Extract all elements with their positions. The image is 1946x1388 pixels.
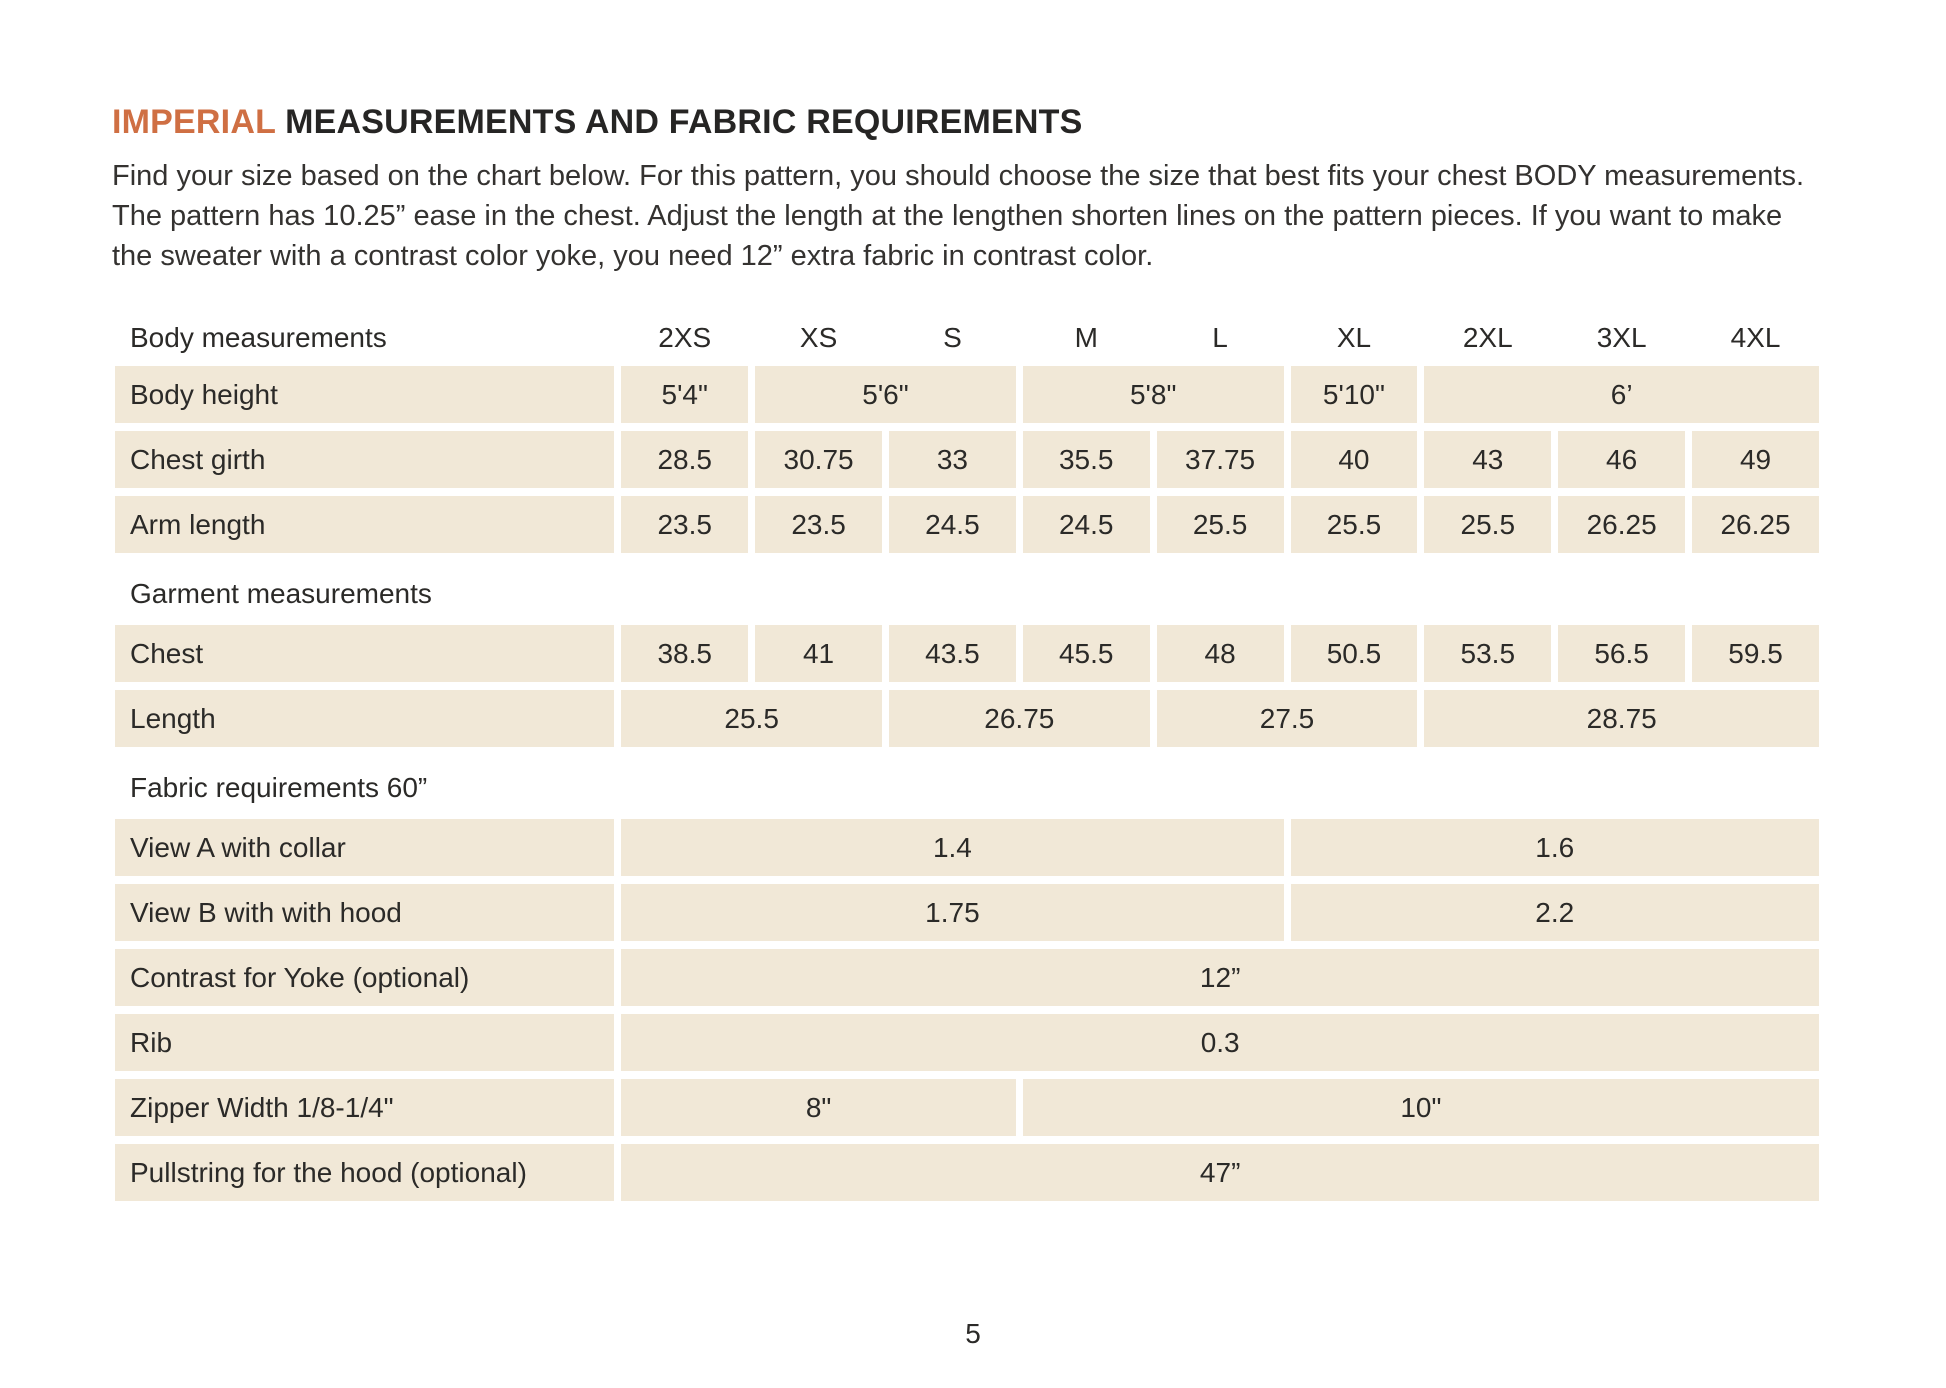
section-header: Garment measurements (130, 578, 432, 610)
measurements-table (108, 310, 1826, 1209)
row-label: Chest (115, 625, 614, 682)
row-label: Arm length (115, 496, 614, 553)
row-label: View B with with hood (115, 884, 614, 941)
table-row (115, 1079, 1819, 1136)
table-row (115, 561, 1819, 617)
value-cell: 45.5 (1023, 625, 1150, 682)
value-cell: 27.5 (1157, 690, 1418, 747)
size-column-header: 3XL (1596, 322, 1647, 354)
value-cell: 49 (1692, 431, 1819, 488)
value-cell: 1.4 (621, 819, 1283, 876)
value-cell: 1.75 (621, 884, 1283, 941)
row-label: Contrast for Yoke (optional) (115, 949, 614, 1006)
table-row (115, 949, 1819, 1006)
size-column-header: M (1074, 322, 1098, 354)
value-cell: 1.6 (1291, 819, 1819, 876)
value-cell: 8" (621, 1079, 1016, 1136)
table-row (115, 819, 1819, 876)
value-cell: 26.25 (1558, 496, 1685, 553)
size-column-header: L (1212, 322, 1228, 354)
value-cell: 5'10" (1291, 366, 1418, 423)
value-cell: 5'4" (621, 366, 748, 423)
table-row (115, 366, 1819, 423)
value-cell: 12” (621, 949, 1819, 1006)
table-row (115, 1014, 1819, 1071)
value-cell: 23.5 (621, 496, 748, 553)
value-cell: 2.2 (1291, 884, 1819, 941)
row-label: Rib (115, 1014, 614, 1071)
size-column-header: XL (1336, 322, 1372, 354)
value-cell: 47” (621, 1144, 1819, 1201)
value-cell: 37.75 (1157, 431, 1284, 488)
page-number: 5 (965, 1318, 981, 1349)
value-cell: 24.5 (889, 496, 1016, 553)
value-cell: 33 (889, 431, 1016, 488)
value-cell: 53.5 (1424, 625, 1551, 682)
value-cell: 6’ (1424, 366, 1819, 423)
row-label: Zipper Width 1/8-1/4" (115, 1079, 614, 1136)
value-cell: 25.5 (1157, 496, 1284, 553)
row-label: Pullstring for the hood (optional) (115, 1144, 614, 1201)
table-row (115, 496, 1819, 553)
table-row (115, 431, 1819, 488)
value-cell: 23.5 (755, 496, 882, 553)
value-cell: 59.5 (1692, 625, 1819, 682)
value-cell: 43.5 (889, 625, 1016, 682)
value-cell: 56.5 (1558, 625, 1685, 682)
title-rest: MEASUREMENTS AND FABRIC REQUIREMENTS (285, 103, 1083, 141)
value-cell: 38.5 (621, 625, 748, 682)
value-cell: 48 (1157, 625, 1284, 682)
section-header: Fabric requirements 60” (130, 772, 428, 804)
row-label: Length (115, 690, 614, 747)
table-row (115, 318, 1819, 358)
value-cell: 43 (1424, 431, 1551, 488)
value-cell: 46 (1558, 431, 1685, 488)
title-highlight: IMPERIAL (112, 103, 276, 141)
table-row (115, 690, 1819, 747)
value-cell: 35.5 (1023, 431, 1150, 488)
value-cell: 40 (1291, 431, 1418, 488)
size-column-header: XS (799, 322, 838, 354)
value-cell: 24.5 (1023, 496, 1150, 553)
size-column-header: 4XL (1730, 322, 1781, 354)
value-cell: 25.5 (1291, 496, 1418, 553)
size-column-header: 2XS (658, 322, 712, 354)
table-row (115, 755, 1819, 811)
value-cell: 28.5 (621, 431, 748, 488)
value-cell: 25.5 (1424, 496, 1551, 553)
table-row (115, 625, 1819, 682)
row-label: Body height (115, 366, 614, 423)
size-column-header: 2XL (1462, 322, 1513, 354)
value-cell: 0.3 (621, 1014, 1819, 1071)
table-row (115, 884, 1819, 941)
intro-paragraph: Find your size based on the chart below. For this pattern, you should choose the size that best fits your chest BODY measurements. The pattern has 10.25” ease in the chest. Adjust the length at the lengthen shorten lines on the pattern pieces. If you want to make the sweater with a contrast color yoke, you need 12” extra fabric in contrast color. (112, 160, 1805, 273)
value-cell: 41 (755, 625, 882, 682)
value-cell: 26.25 (1692, 496, 1819, 553)
value-cell: 25.5 (621, 690, 882, 747)
value-cell: 26.75 (889, 690, 1150, 747)
row-label: View A with collar (115, 819, 614, 876)
value-cell: 5'6" (755, 366, 1016, 423)
row-label: Chest girth (115, 431, 614, 488)
size-column-header: S (943, 322, 962, 354)
value-cell: 30.75 (755, 431, 882, 488)
value-cell: 28.75 (1424, 690, 1819, 747)
table-corner-label: Body measurements (130, 322, 387, 354)
value-cell: 50.5 (1291, 625, 1418, 682)
value-cell: 5'8" (1023, 366, 1284, 423)
page-title (112, 103, 1826, 142)
value-cell: 10" (1023, 1079, 1819, 1136)
table-row (115, 1144, 1819, 1201)
